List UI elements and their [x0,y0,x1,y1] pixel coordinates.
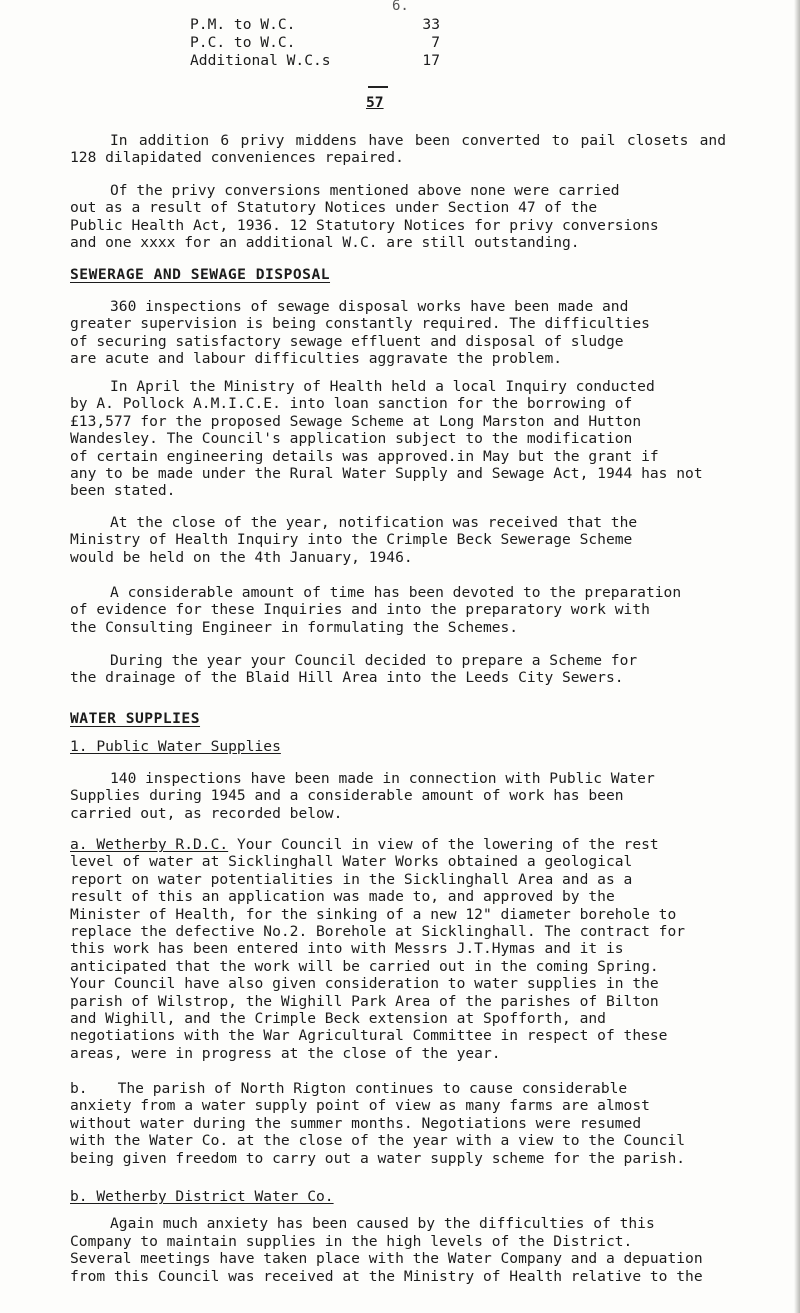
item-b-label: b. [70,1080,88,1097]
sewerage-paragraph-inquiry: In April the Ministry of Health held a local Inquiry conducted by A. Pollock A.M.I.C.E. into loan sanction for the borrowing of £13,577 for the proposed Sewage Scheme at Long Marston and Hutton Wandesley. The Council's application subject to the modification of certain engineering details was approved.in May but the grant if any to be made under the Rural Water Supply and Sewage Act, 1944 has not been stated. [70,378,703,500]
tally-value: 7 [431,34,440,51]
tally-label: P.M. to W.C. [190,16,296,33]
page-number: 6. [392,0,409,14]
tally-value: 17 [422,52,440,69]
item-a-wetherby-rdc: a. Wetherby R.D.C. Your Council in view of the lowering of the rest level of water at Sicklinghall Water Works obtained a geological report on water potentialities in the Sicklinghall Area and as a result of this an application was made to, and approved by the Minister of Health, for the sinking of a new 12" diameter borehole to replace the defective No.2. Borehole at Sicklinghall. The contract for this work has been entered into with Messrs J.T.Hymas and it is anticipated that the work will be carried out in the coming Spring. Your Council have also given consideration to water supplies in the parish of Wilstrop, the Wighill Park Area of the parishes of Bilton and Wighill, and the Crimple Beck extension at Spofforth, and negotiations with the War Agricultural Committee in respect of these areas, were in progress at the close of the year. [70,836,686,1062]
sewerage-paragraph-evidence: A considerable amount of time has been devoted to the preparation of evidence for these Inquiries and into the preparatory work with the Consulting Engineer in formulating the Schemes. [70,584,682,636]
tally-row-pm [190,16,440,33]
public-water-supplies-subheading: 1. Public Water Supplies [70,738,281,755]
sewerage-paragraph-inspections: 360 inspections of sewage disposal works have been made and greater supervision is being constantly required. The difficulties of securing satisfactory sewage effluent and disposal of sludge are acute and labour difficulties aggravate the problem. [70,298,650,368]
tally-total: 57 [366,94,384,111]
item-b-north-rigton: b. The parish of North Rigton continues to cause considerable anxiety from a water supply point of view as many farms are almost without water during the summer months. Negotiations were resumed with the Water Co. at the close of the year with a view to the Council being given freedom to carry out a water supply scheme for the parish. [70,1080,686,1167]
tally-row-additional [190,52,440,69]
page-edge-shadow [794,0,800,1313]
item-b-wetherby-water-co: b. Wetherby District Water Co. Again much anxiety has been caused by the difficulties of this Company to maintain supplies in the high levels of the District. Several meetings have taken place with the Water Company and a depuation from this Council was received at the Ministry of Health relative to the [70,1188,703,1285]
tally-rule [368,86,388,88]
privy-notices-paragraph: Of the privy conversions mentioned above none were carried out as a result of Statutory Notices under Section 47 of the Public Health Act, 1936. 12 Statutory Notices for privy conversions and one xxxx for an additional W.C. are still outstanding. [70,182,659,252]
item-a-label: a. Wetherby R.D.C. [70,836,229,853]
sewerage-paragraph-crimple: At the close of the year, notification was received that the Ministry of Health Inquiry into the Crimple Beck Sewerage Scheme would be held on the 4th January, 1946. [70,514,638,566]
water-intro-paragraph: 140 inspections have been made in connection with Public Water Supplies during 1945 and a considerable amount of work has been carried out, as recorded below. [70,770,655,822]
privy-midden-paragraph: In addition 6 privy middens have been converted to pail closets and 128 dilapidated conveniences repaired. [70,132,726,167]
item-b-water-co-label: b. Wetherby District Water Co. [70,1188,334,1205]
tally-value: 33 [422,16,440,33]
tally-label: Additional W.C.s [190,52,331,69]
tally-label: P.C. to W.C. [190,34,296,51]
sewerage-heading: SEWERAGE AND SEWAGE DISPOSAL [70,266,331,283]
water-supplies-heading: WATER SUPPLIES [70,710,201,727]
tally-row-pc [190,34,440,51]
sewerage-paragraph-drainage: During the year your Council decided to prepare a Scheme for the drainage of the Blaid Hill Area into the Leeds City Sewers. [70,652,638,687]
